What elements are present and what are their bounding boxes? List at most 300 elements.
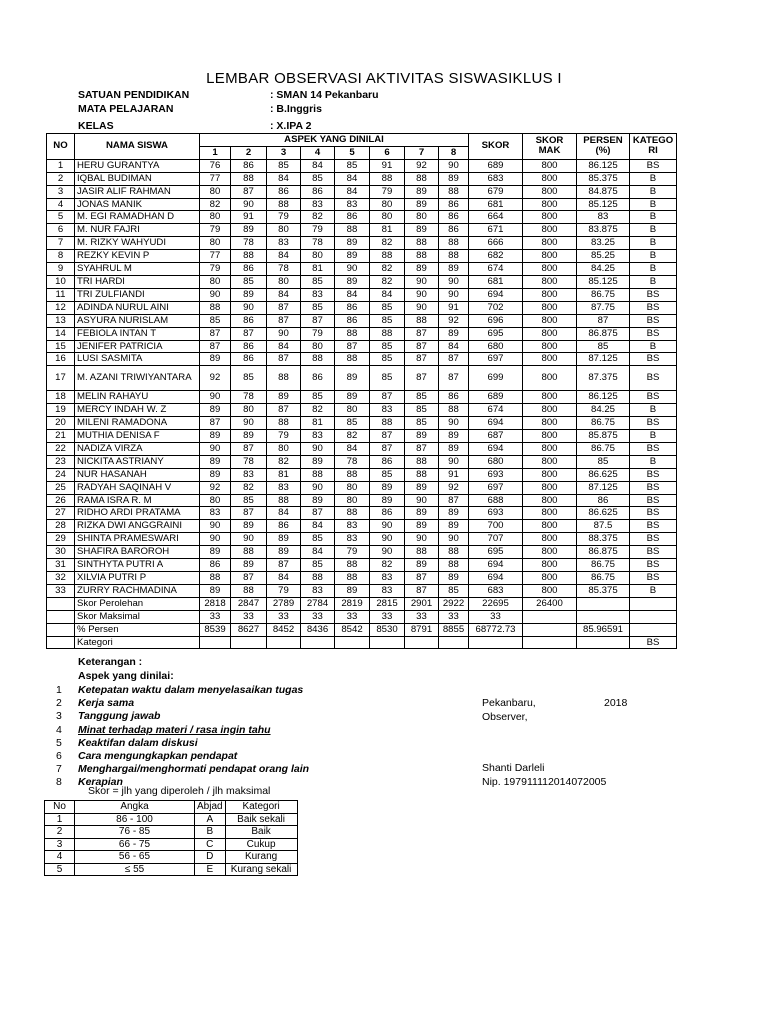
aspect-score: 90 (439, 417, 469, 430)
aspect-score: 88 (335, 572, 370, 585)
aspect-score: 79 (335, 546, 370, 559)
header-aspek-6: 6 (370, 146, 405, 159)
category: BS (630, 159, 677, 172)
aspek-number: 3 (56, 710, 62, 723)
legend-cell: Baik sekali (225, 813, 297, 826)
aspect-score: 89 (231, 430, 267, 443)
max-score: 800 (523, 250, 577, 263)
aspect-score: 87 (267, 314, 301, 327)
aspect-score: 82 (301, 211, 335, 224)
percent: 83 (577, 211, 630, 224)
percent: 85.125 (577, 198, 630, 211)
summary-value: 8627 (231, 623, 267, 636)
aspect-score: 81 (370, 224, 405, 237)
aspect-score: 92 (200, 366, 231, 391)
aspect-score: 85 (301, 301, 335, 314)
aspect-score: 88 (301, 572, 335, 585)
aspek-text: Cara mengungkapkan pendapat (78, 750, 238, 762)
legend-cell: 66 - 75 (75, 838, 195, 851)
max-score: 800 (523, 584, 577, 597)
total-score: 699 (469, 366, 523, 391)
aspect-score: 79 (267, 584, 301, 597)
percent: 85.375 (577, 584, 630, 597)
aspect-score: 90 (301, 481, 335, 494)
aspect-score: 83 (370, 584, 405, 597)
aspect-score: 87 (405, 572, 439, 585)
legend-cell: 4 (45, 851, 75, 864)
category: B (630, 198, 677, 211)
header-skor: SKOR (469, 134, 523, 160)
aspek-number: 4 (56, 723, 62, 736)
aspect-score: 85 (301, 533, 335, 546)
table-row (47, 159, 677, 172)
aspek-number: 6 (56, 750, 62, 762)
aspect-score: 85 (370, 468, 405, 481)
aspect-score: 78 (231, 391, 267, 404)
aspect-score: 83 (301, 198, 335, 211)
aspect-score: 89 (405, 520, 439, 533)
aspect-score: 86 (439, 211, 469, 224)
aspect-score: 80 (370, 198, 405, 211)
total-score: 680 (469, 340, 523, 353)
summary-value: 8542 (335, 623, 370, 636)
table-row (47, 250, 677, 263)
aspect-score: 85 (267, 159, 301, 172)
summary-row-perolehan (47, 597, 677, 610)
student-name: ZURRY RACHMADINA (75, 584, 200, 597)
aspect-score: 89 (200, 468, 231, 481)
empty-cell (47, 623, 75, 636)
aspect-score: 86 (335, 314, 370, 327)
summary-value: 2847 (231, 597, 267, 610)
category-legend-table (44, 800, 298, 876)
legend-header: Angka (75, 801, 195, 814)
aspect-score: 88 (335, 507, 370, 520)
row-no: 32 (47, 572, 75, 585)
aspect-score: 80 (200, 237, 231, 250)
aspect-score: 90 (301, 442, 335, 455)
aspect-score: 90 (200, 442, 231, 455)
aspect-score: 85 (439, 584, 469, 597)
aspect-score: 82 (370, 237, 405, 250)
max-score: 800 (523, 340, 577, 353)
summary-value: 33 (267, 610, 301, 623)
student-name: TRI HARDI (75, 275, 200, 288)
aspect-score: 89 (335, 250, 370, 263)
max-score: 800 (523, 404, 577, 417)
max-score: 800 (523, 572, 577, 585)
empty-cell (267, 636, 301, 649)
aspect-score: 88 (405, 468, 439, 481)
aspect-score: 82 (370, 263, 405, 276)
max-score: 800 (523, 224, 577, 237)
aspect-score: 92 (200, 481, 231, 494)
aspect-score: 84 (335, 288, 370, 301)
percent: 86.125 (577, 391, 630, 404)
max-score: 800 (523, 417, 577, 430)
aspect-score: 82 (231, 481, 267, 494)
total-score: 681 (469, 275, 523, 288)
summary-label: % Persen (75, 623, 200, 636)
aspek-text: Kerapian (78, 776, 123, 789)
legend-header-row (45, 801, 298, 814)
table-row (47, 263, 677, 276)
aspect-score: 84 (267, 340, 301, 353)
category: BS (630, 546, 677, 559)
aspect-score: 84 (335, 185, 370, 198)
category: B (630, 584, 677, 597)
aspect-score: 88 (335, 224, 370, 237)
aspect-score: 89 (405, 185, 439, 198)
info-label: KELAS (78, 120, 114, 132)
percent: 87.125 (577, 481, 630, 494)
aspect-score: 83 (370, 404, 405, 417)
category: B (630, 275, 677, 288)
empty-cell (630, 610, 677, 623)
aspect-score: 91 (439, 468, 469, 481)
aspect-score: 89 (405, 559, 439, 572)
table-row (47, 481, 677, 494)
student-name: LUSI SASMITA (75, 353, 200, 366)
aspect-score: 88 (267, 494, 301, 507)
aspect-score: 89 (335, 391, 370, 404)
student-name: JASIR ALIF RAHMAN (75, 185, 200, 198)
max-score: 800 (523, 430, 577, 443)
max-score: 800 (523, 185, 577, 198)
aspect-score: 85 (231, 494, 267, 507)
max-score: 800 (523, 546, 577, 559)
category: B (630, 250, 677, 263)
table-row (47, 340, 677, 353)
aspect-score: 92 (405, 159, 439, 172)
row-no: 33 (47, 584, 75, 597)
aspect-score: 81 (267, 468, 301, 481)
aspect-score: 84 (335, 172, 370, 185)
percent: 86.875 (577, 546, 630, 559)
aspect-score: 89 (439, 442, 469, 455)
row-no: 29 (47, 533, 75, 546)
aspect-score: 85 (231, 275, 267, 288)
header-aspek-4: 4 (301, 146, 335, 159)
summary-value: 33 (200, 610, 231, 623)
summary-value: 2815 (370, 597, 405, 610)
student-name: RIZKA DWI ANGGRAINI (75, 520, 200, 533)
table-row (47, 468, 677, 481)
max-score: 800 (523, 263, 577, 276)
student-name: XILVIA PUTRI P (75, 572, 200, 585)
row-no: 3 (47, 185, 75, 198)
aspek-number: 2 (56, 697, 62, 710)
aspect-score: 90 (200, 533, 231, 546)
percent: 87.125 (577, 353, 630, 366)
aspect-score: 89 (439, 520, 469, 533)
table-row (47, 572, 677, 585)
aspect-score: 80 (200, 275, 231, 288)
aspek-text: Menghargai/menghormati pendapat orang lain (78, 763, 310, 776)
aspect-score: 86 (231, 314, 267, 327)
aspect-score: 88 (370, 417, 405, 430)
header-aspek-2: 2 (231, 146, 267, 159)
aspect-score: 90 (200, 391, 231, 404)
empty-cell (200, 636, 231, 649)
aspect-score: 80 (200, 211, 231, 224)
category: BS (630, 468, 677, 481)
legend-header: No (45, 801, 75, 814)
table-row (47, 391, 677, 404)
aspect-score: 85 (370, 340, 405, 353)
category: BS (630, 507, 677, 520)
row-no: 28 (47, 520, 75, 533)
aspect-score: 89 (405, 481, 439, 494)
aspect-score: 85 (370, 314, 405, 327)
summary-skor: 33 (469, 610, 523, 623)
aspek-text: Keaktifan dalam diskusi (78, 736, 198, 749)
aspect-score: 89 (267, 533, 301, 546)
aspect-score: 90 (405, 275, 439, 288)
empty-cell (370, 636, 405, 649)
percent: 85.375 (577, 172, 630, 185)
signature-year: 2018 (604, 697, 628, 709)
aspect-score: 85 (335, 417, 370, 430)
aspect-score: 90 (370, 520, 405, 533)
total-score: 683 (469, 172, 523, 185)
summary-value: 2789 (267, 597, 301, 610)
signature-role: Observer, (482, 711, 528, 723)
category: BS (630, 481, 677, 494)
header-aspek: ASPEK YANG DINILAI (200, 134, 469, 147)
aspect-score: 80 (200, 494, 231, 507)
student-name: SHINTA PRAMESWARI (75, 533, 200, 546)
aspect-score: 83 (370, 572, 405, 585)
percent: 84.875 (577, 185, 630, 198)
legend-cell: Cukup (225, 838, 297, 851)
total-score: 694 (469, 559, 523, 572)
total-score: 702 (469, 301, 523, 314)
table-row (47, 520, 677, 533)
aspect-score: 87 (370, 442, 405, 455)
aspect-score: 85 (370, 366, 405, 391)
aspect-score: 83 (267, 481, 301, 494)
legend-cell: 5 (45, 863, 75, 876)
aspect-score: 89 (335, 237, 370, 250)
legend-header: Kategori (225, 801, 297, 814)
total-score: 696 (469, 314, 523, 327)
aspek-number: 7 (56, 763, 62, 776)
row-no: 4 (47, 198, 75, 211)
aspect-score: 88 (267, 366, 301, 391)
summary-row-persen (47, 623, 677, 636)
percent: 86.625 (577, 468, 630, 481)
summary-skor: 22695 (469, 597, 523, 610)
aspect-score: 89 (335, 366, 370, 391)
summary-row-maksimal (47, 610, 677, 623)
aspect-score: 90 (231, 533, 267, 546)
aspect-score: 89 (405, 430, 439, 443)
aspect-score: 78 (301, 237, 335, 250)
row-no: 18 (47, 391, 75, 404)
row-no: 26 (47, 494, 75, 507)
aspect-score: 90 (439, 275, 469, 288)
aspect-score: 79 (200, 224, 231, 237)
legend-cell: D (195, 851, 226, 864)
table-row (47, 237, 677, 250)
aspect-score: 80 (405, 211, 439, 224)
aspect-score: 84 (335, 442, 370, 455)
aspect-score: 85 (370, 301, 405, 314)
empty-cell (231, 636, 267, 649)
student-name: RIDHO ARDI PRATAMA (75, 507, 200, 520)
aspect-score: 86 (267, 185, 301, 198)
total-score: 664 (469, 211, 523, 224)
aspect-score: 86 (439, 391, 469, 404)
aspect-score: 89 (405, 198, 439, 211)
aspect-score: 83 (335, 520, 370, 533)
aspect-score: 88 (405, 546, 439, 559)
row-no: 24 (47, 468, 75, 481)
aspect-score: 85 (335, 159, 370, 172)
aspect-score: 89 (200, 404, 231, 417)
summary-value: 2818 (200, 597, 231, 610)
student-name: SYAHRUL M (75, 263, 200, 276)
empty-cell (469, 636, 523, 649)
aspect-score: 90 (405, 301, 439, 314)
aspect-score: 88 (200, 572, 231, 585)
header-aspek-1: 1 (200, 146, 231, 159)
aspect-score: 88 (200, 301, 231, 314)
aspect-score: 90 (231, 417, 267, 430)
info-label: SATUAN PENDIDIKAN (78, 89, 190, 101)
summary-value: 2819 (335, 597, 370, 610)
aspect-score: 84 (267, 172, 301, 185)
category: B (630, 172, 677, 185)
aspect-score: 87 (335, 340, 370, 353)
aspect-score: 85 (301, 559, 335, 572)
max-score: 800 (523, 520, 577, 533)
percent: 86 (577, 494, 630, 507)
aspect-score: 78 (335, 455, 370, 468)
student-name: M. NUR FAJRI (75, 224, 200, 237)
empty-cell (630, 597, 677, 610)
aspect-score: 85 (405, 417, 439, 430)
table-row (47, 442, 677, 455)
aspect-score: 77 (200, 172, 231, 185)
percent: 86.75 (577, 559, 630, 572)
empty-cell (577, 636, 630, 649)
summary-value: 8539 (200, 623, 231, 636)
aspect-score: 89 (439, 327, 469, 340)
max-score: 800 (523, 468, 577, 481)
row-no: 15 (47, 340, 75, 353)
row-no: 12 (47, 301, 75, 314)
empty-cell (405, 636, 439, 649)
aspect-score: 89 (439, 430, 469, 443)
aspect-score: 87 (200, 327, 231, 340)
aspect-score: 88 (370, 250, 405, 263)
max-score: 800 (523, 327, 577, 340)
aspect-score: 83 (200, 507, 231, 520)
summary-row-kategori (47, 636, 677, 649)
category: B (630, 404, 677, 417)
aspect-score: 86 (231, 263, 267, 276)
max-score: 800 (523, 366, 577, 391)
category: BS (630, 288, 677, 301)
aspect-score: 80 (370, 211, 405, 224)
aspect-score: 88 (301, 353, 335, 366)
aspect-score: 88 (439, 237, 469, 250)
table-row (47, 404, 677, 417)
aspect-score: 76 (200, 159, 231, 172)
category: BS (630, 572, 677, 585)
legend-cell: E (195, 863, 226, 876)
summary-category: BS (630, 636, 677, 649)
aspek-number: 1 (56, 684, 62, 696)
aspect-score: 79 (200, 263, 231, 276)
aspect-score: 89 (301, 455, 335, 468)
summary-value: 8436 (301, 623, 335, 636)
info-value: : B.Inggris (270, 103, 322, 115)
aspect-score: 89 (200, 584, 231, 597)
aspect-score: 78 (231, 455, 267, 468)
legend-row (45, 813, 298, 826)
percent: 86.125 (577, 159, 630, 172)
percent: 88.375 (577, 533, 630, 546)
row-no: 10 (47, 275, 75, 288)
aspect-score: 87 (231, 442, 267, 455)
legend-cell: C (195, 838, 226, 851)
aspect-score: 79 (301, 224, 335, 237)
aspect-score: 80 (335, 404, 370, 417)
aspect-score: 87 (405, 353, 439, 366)
aspect-score: 91 (370, 159, 405, 172)
table-row (47, 559, 677, 572)
aspect-score: 87 (405, 340, 439, 353)
total-score: 697 (469, 481, 523, 494)
aspect-score: 89 (439, 572, 469, 585)
table-row (47, 198, 677, 211)
aspect-score: 89 (231, 288, 267, 301)
aspect-score: 87 (301, 314, 335, 327)
aspect-score: 87 (439, 353, 469, 366)
summary-value: 8855 (439, 623, 469, 636)
aspect-score: 86 (301, 366, 335, 391)
aspect-score: 89 (439, 172, 469, 185)
aspect-score: 84 (301, 546, 335, 559)
aspect-score: 90 (267, 327, 301, 340)
legend-row (45, 838, 298, 851)
aspect-score: 86 (267, 520, 301, 533)
total-score: 697 (469, 353, 523, 366)
aspect-score: 88 (231, 546, 267, 559)
category: B (630, 263, 677, 276)
row-no: 16 (47, 353, 75, 366)
aspect-score: 88 (335, 353, 370, 366)
signature-name: Shanti Darleli (482, 762, 545, 774)
legend-cell: 56 - 65 (75, 851, 195, 864)
aspect-score: 88 (267, 417, 301, 430)
max-score: 800 (523, 455, 577, 468)
aspect-score: 79 (301, 327, 335, 340)
student-name: RADYAH SAQINAH V (75, 481, 200, 494)
header-persen: PERSEN (%) (577, 134, 630, 160)
aspect-score: 80 (231, 404, 267, 417)
legend-cell: 76 - 85 (75, 826, 195, 839)
aspect-score: 87 (231, 327, 267, 340)
total-score: 694 (469, 417, 523, 430)
aspect-score: 87 (200, 340, 231, 353)
legend-cell: B (195, 826, 226, 839)
aspect-score: 89 (267, 546, 301, 559)
legend-cell: 86 - 100 (75, 813, 195, 826)
